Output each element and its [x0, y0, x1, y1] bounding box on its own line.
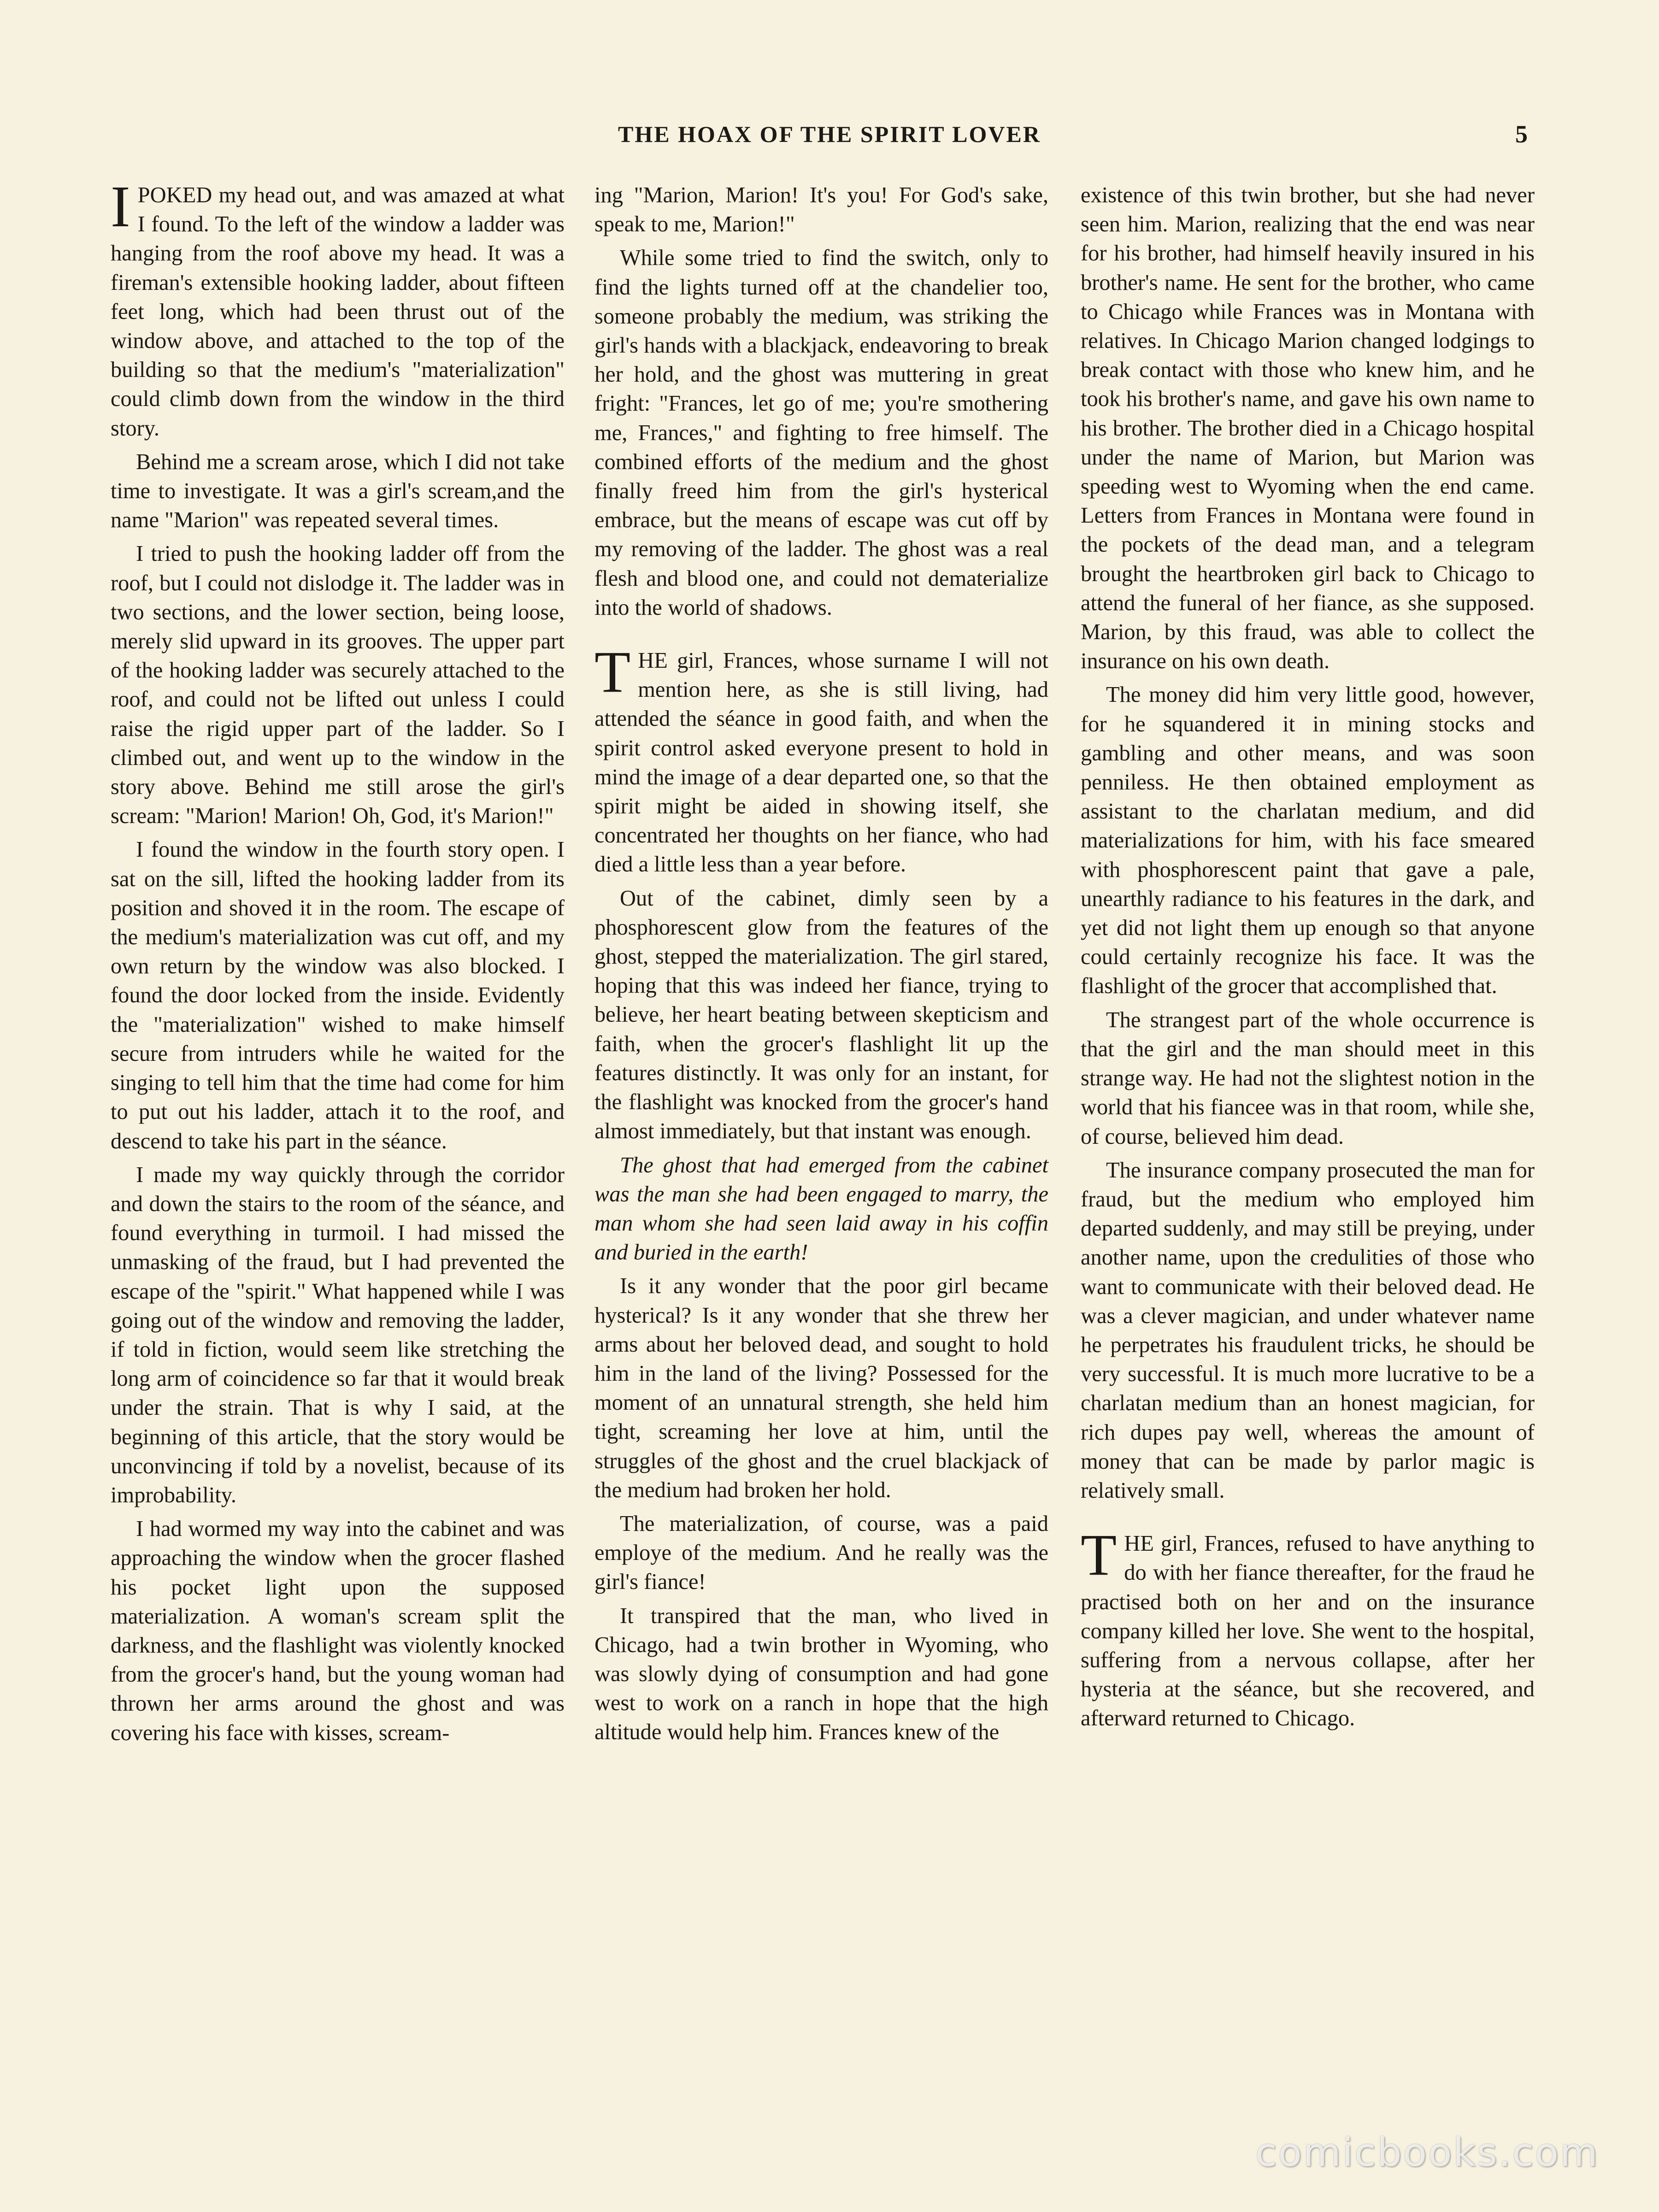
paragraph	[594, 884, 1048, 1146]
paragraph-text: It transpired that the man, who lived in Chicago, had a twin brother in Wyoming, who was slowly dying of consumption and had gone west to work on a ranch in hope that the high altitude would help him. Frances knew of the	[594, 1603, 1048, 1745]
paragraph-text: HE girl, Frances, refused to have anything to do with her fiance thereafter, for the fraud he practised both on her and on the insurance company killed her love. She went to the hospital, suffering from a nervous collapse, after her hysteria at the séance, but she recovered, and afterward returned to Chicago.	[1081, 1531, 1535, 1731]
paragraph	[594, 1601, 1048, 1747]
paragraph-text: The ghost that had emerged from the cabinet was the man she had been engaged to marry, the man whom she had seen laid away in his coffin and buried in the earth!	[594, 1153, 1048, 1265]
drop-cap: I	[111, 174, 130, 239]
paragraph-text: The money did him very little good, however, for he squandered it in mining stocks and gambling and other means, and was soon penniless. He then obtained employment as assistant to the charlatan medium, and did materializations for him, with his face smeared with phosphorescent paint that gave a pale, unearthly radiance to his features in the dark, and yet did not light them up enough so that anyone could certainly recognize his face. It was the flashlight of the grocer that accomplished that.	[1081, 682, 1535, 999]
drop-cap: T	[594, 639, 631, 705]
page-number: 5	[1515, 120, 1528, 148]
running-title: THE HOAX OF THE SPIRIT LOVER	[618, 121, 1041, 147]
paragraph-text: existence of this twin brother, but she had never seen him. Marion, realizing that the end was near for his brother, had himself heavily insured in his brother's name. He sent for the brother, who came to Chicago while Frances was in Montana with relatives. In Chicago Marion changed lodgings to break contact with those who knew him, and he took his brother's name, and gave his own name to his brother. The brother died in a Chicago hospital under the name of Marion, but Marion was speeding west to Wyoming when the end came. Letters from Frances in Montana were found in the pockets of the dead man, and a telegram brought the heartbroken girl back to Chicago to attend the funeral of her fiance, as she supposed. Marion, by this fraud, was able to collect the insurance on his own death.	[1081, 183, 1535, 674]
paragraph	[111, 1160, 565, 1510]
paragraph	[594, 181, 1048, 239]
paragraph	[1081, 1522, 1535, 1733]
paragraph-text: Out of the cabinet, dimly seen by a phosphorescent glow from the features of the ghost, stepped the materialization. The girl stared, hoping that this was indeed her fiance, trying to believe, her heart beating between skepticism and faith, when the grocer's flashlight lit up the features distinctly. It was only for an instant, for the flashlight was knocked from the grocer's hand almost immediately, but that instant was enough.	[594, 886, 1048, 1144]
paragraph	[594, 1271, 1048, 1505]
drop-cap: T	[1081, 1522, 1117, 1588]
watermark: comicbooks.com	[1255, 2130, 1599, 2175]
paragraph-text: The materialization, of course, was a paid employe of the medium. And he really was the girl's fiance!	[594, 1511, 1048, 1594]
text-column-1	[111, 174, 565, 1752]
paragraph-text: I made my way quickly through the corridor and down the stairs to the room of the séance, and found everything in turmoil. I had missed the unmasking of the fraud, but I had prevented the escape of the "spirit." What happened while I was going out of the window and removing the ladder, if told in fiction, would seem like stretching the long arm of coincidence so far that it would break under the strain. That is why I said, at the beginning of this article, that the story would be unconvincing if told by a novelist, because of its improbability.	[111, 1162, 565, 1507]
paragraph	[111, 539, 565, 830]
text-column-3	[1081, 181, 1535, 1738]
paragraph-text: Behind me a scream arose, which I did not take time to investigate. It was a girl's scream,and the name "Marion" was repeated several times.	[111, 449, 565, 533]
paragraph	[1081, 1006, 1535, 1151]
paragraph	[1081, 680, 1535, 1000]
paragraph	[111, 1514, 565, 1747]
paragraph-text: ing "Marion, Marion! It's you! For God's sake, speak to me, Marion!"	[594, 183, 1048, 237]
text-column-2	[594, 181, 1048, 1752]
paragraph	[1081, 181, 1535, 676]
paragraph	[111, 447, 565, 535]
paragraph	[594, 243, 1048, 622]
paragraph-text: Is it any wonder that the poor girl became hysterical? Is it any wonder that she threw her arms about her beloved dead, and sought to hold him in the land of the living? Possessed for the moment of an unnatural strength, she held him tight, screaming her love at him, until the struggles of the ghost and the cruel blackjack of the medium had broken her hold.	[594, 1274, 1048, 1502]
paragraph-text: The insurance company prosecuted the man for fraud, but the medium who employed him departed suddenly, and may still be preying, under another name, upon the credulities of those who want to communicate with their beloved dead. He was a clever magician, and under whatever name he perpetrates his fraudulent tricks, he should be very successful. It is much more lucrative to be a charlatan medium than an honest magician, for rich dupes pay well, whereas the amount of money that can be made by parlor magic is relatively small.	[1081, 1158, 1535, 1503]
paragraph	[594, 1509, 1048, 1597]
paragraph-text: While some tried to find the switch, only to find the lights turned off at the chandelier too, someone probably the medium, was striking the girl's hands with a blackjack, endeavoring to break her hold, and the ghost was muttering in great fright: "Frances, let go of me; you're smothering me, Frances," and fighting to free himself. The combined efforts of the medium and the ghost finally freed him from the girl's hysterical embrace, but the means of escape was cut off by my removing of the ladder. The ghost was a real flesh and blood one, and could not dematerialize into the world of shadows.	[594, 246, 1048, 620]
paragraph-text: I had wormed my way into the cabinet and was approaching the window when the grocer flashed his pocket light upon the supposed materialization. A woman's scream split the darkness, and the flashlight was violently knocked from the grocer's hand, but the young woman had thrown her arms around the ghost and was covering his face with kisses, scream-	[111, 1517, 565, 1745]
paragraph-text: I tried to push the hooking ladder off from the roof, but I could not dislodge it. The ladder was in two sections, and the lower section, being loose, merely slid upward in its grooves. The upper part of the hooking ladder was securely attached to the roof, and could not be lifted out unless I could raise the rigid upper part of the ladder. So I climbed out, and went up to the window in the story above. Behind me still arose the girl's scream: "Marion! Marion! Oh, God, it's Marion!"	[111, 541, 565, 829]
paragraph	[594, 1151, 1048, 1267]
paragraph	[594, 639, 1048, 879]
paragraph-text: POKED my head out, and was amazed at what I found. To the left of the window a ladder was hanging from the roof above my head. It was a fireman's extensible hooking ladder, about fifteen feet long, which had been thrust out of the window above, and attached to the top of the building so that the medium's "materialization" could climb down from the window in the third story.	[111, 183, 565, 441]
paragraph-text: HE girl, Frances, whose surname I will not mention here, as she is still living, had attended the séance in good faith, and when the spirit control asked everyone present to hold in mind the image of a dear departed one, so that the spirit might be aided in showing itself, she concentrated her thoughts on her fiance, who had died a little less than a year before.	[594, 648, 1048, 877]
paragraph	[111, 174, 565, 443]
paragraph	[1081, 1156, 1535, 1505]
paragraph-text: The strangest part of the whole occurrence is that the girl and the man should meet in this strange way. He had not the slightest notion in the world that his fiancee was in that room, while she, of course, believed him dead.	[1081, 1007, 1535, 1149]
paragraph-text: I found the window in the fourth story open. I sat on the sill, lifted the hooking ladder from its position and shoved it in the room. The escape of the medium's materialization was cut off, and my own return by the window was also blocked. I found the door locked from the inside. Evidently the "materialization" wished to make himself secure from intruders while he waited for the singing to tell him that the time had come for him to put out his ladder, attach it to the roof, and descend to take his part in the séance.	[111, 837, 565, 1153]
paragraph	[111, 835, 565, 1155]
